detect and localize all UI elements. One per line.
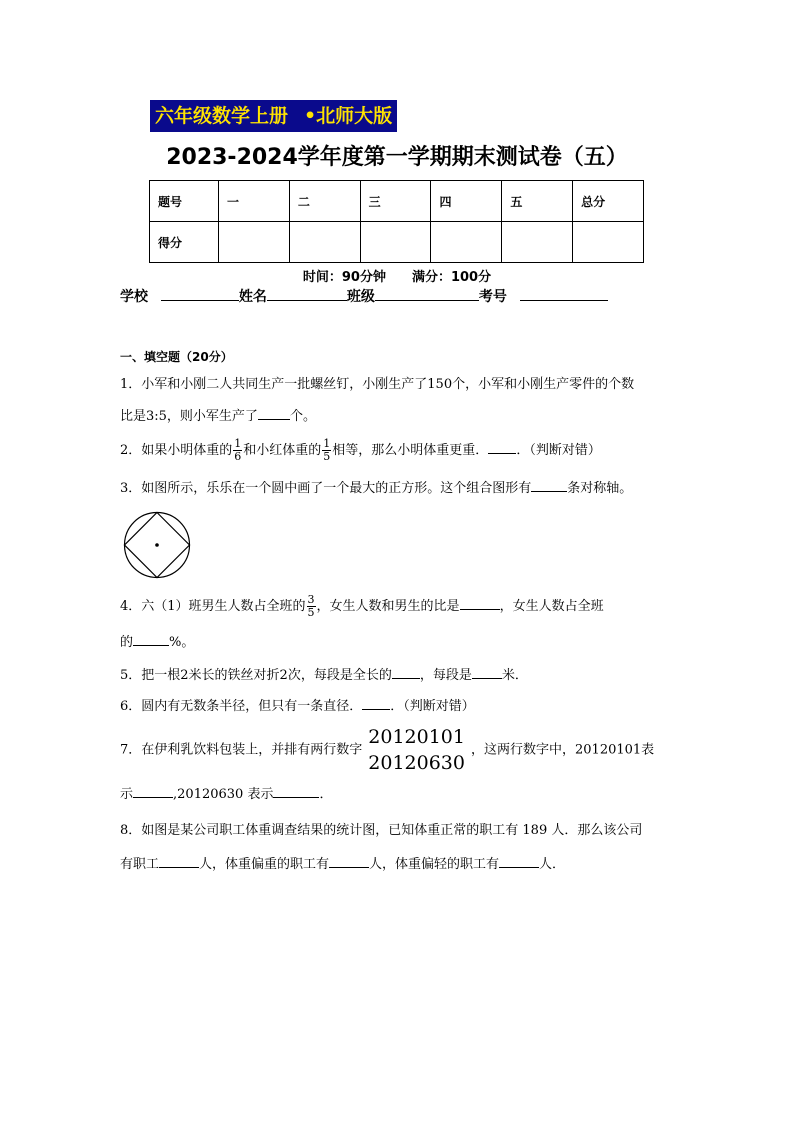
question-1 xyxy=(120,370,680,432)
question-text: ，每段是 xyxy=(419,668,472,683)
fraction-one-fifth xyxy=(322,438,331,463)
question-text: 的 xyxy=(120,635,134,650)
score-cell[interactable] xyxy=(431,222,502,263)
question-5 xyxy=(120,661,680,691)
question-text: 人． xyxy=(539,857,566,872)
header-cell: 四 xyxy=(431,181,502,222)
question-text: 4．六（1）班男生人数占全班的 xyxy=(120,599,306,614)
question-text: %。 xyxy=(169,635,195,650)
class-blank[interactable] xyxy=(375,286,479,301)
question-3 xyxy=(120,474,680,504)
exam-info xyxy=(0,266,794,285)
answer-blank[interactable] xyxy=(258,407,290,420)
answer-blank[interactable] xyxy=(472,666,502,679)
school-label: 学校 xyxy=(120,289,148,305)
answer-blank[interactable] xyxy=(488,441,516,454)
question-text: 米． xyxy=(501,668,528,683)
banner-edition: •北师大版 xyxy=(304,105,393,127)
header-cell: 二 xyxy=(289,181,360,222)
number-blank[interactable] xyxy=(520,286,608,301)
question-text: ．（判断对错） xyxy=(390,699,475,714)
answer-blank[interactable] xyxy=(159,855,199,868)
question-text: 7．在伊利乳饮料包装上，并排有两行数字 xyxy=(120,742,363,758)
banner-grade: 六年级数学上册 xyxy=(155,105,289,127)
edition-banner xyxy=(150,100,397,132)
section-heading: 一、填空题（20分） xyxy=(120,350,233,364)
header-cell: 三 xyxy=(360,181,431,222)
score-cell[interactable] xyxy=(573,222,644,263)
exam-time: 时间：90分钟 xyxy=(302,270,386,285)
answer-blank[interactable] xyxy=(329,855,369,868)
question-text: 和小红体重的 xyxy=(243,443,322,458)
exam-full-score: 满分：100分 xyxy=(411,270,492,285)
date-stack xyxy=(368,724,465,776)
score-table-header-row xyxy=(150,181,644,222)
question-text: 6．圆内有无数条半径，但只有一条直径． xyxy=(120,699,363,714)
question-text: ．（判断对错） xyxy=(516,443,601,458)
fraction-denominator: 5 xyxy=(307,606,315,619)
figure-center-dot xyxy=(155,543,159,547)
score-cell[interactable] xyxy=(289,222,360,263)
question-text: ，这两行数字中，20120101表 xyxy=(471,742,655,758)
exam-title: 2023-2024学年度第一学期期末测试卷（五） xyxy=(166,145,628,170)
student-info xyxy=(120,286,608,306)
expiry-date: 20120630 xyxy=(368,752,465,774)
question-text: 8．如图是某公司职工体重调查结果的统计图，已知体重正常的职工有 189 人．那么该公司 xyxy=(120,823,643,838)
answer-blank[interactable] xyxy=(460,597,500,610)
question-text: 比是3:5，则小军生产了 xyxy=(120,409,258,424)
question-text: 3．如图所示，乐乐在一个圆中画了一个最大的正方形。这个组合图形有 xyxy=(120,481,532,496)
header-cell: 总分 xyxy=(573,181,644,222)
header-cell: 题号 xyxy=(150,181,219,222)
question-text: ，女生人数和男生的比是 xyxy=(316,599,460,614)
score-table xyxy=(149,180,644,263)
question-6 xyxy=(120,692,680,722)
question-text: 条对称轴。 xyxy=(567,481,633,496)
name-label: 姓名 xyxy=(238,289,267,305)
answer-blank[interactable] xyxy=(133,785,173,798)
fraction-one-sixth xyxy=(233,438,242,463)
question-4 xyxy=(120,592,680,658)
fraction-numerator: 1 xyxy=(234,437,242,450)
answer-blank[interactable] xyxy=(362,697,390,710)
question-7 xyxy=(120,724,680,810)
question-text: 个。 xyxy=(289,409,316,424)
score-cell[interactable] xyxy=(502,222,573,263)
score-cell[interactable] xyxy=(360,222,431,263)
header-cell: 一 xyxy=(219,181,290,222)
score-table-score-row xyxy=(150,222,644,263)
answer-blank[interactable] xyxy=(531,479,567,492)
name-blank[interactable] xyxy=(267,286,347,301)
question-text: 人，体重偏重的职工有 xyxy=(199,857,330,872)
question-text: 2．如果小明体重的 xyxy=(120,443,233,458)
question-8 xyxy=(120,816,680,880)
question-2 xyxy=(120,436,680,466)
fraction-denominator: 6 xyxy=(234,450,242,463)
fraction-numerator: 1 xyxy=(323,437,331,450)
fraction-three-fifths xyxy=(307,594,316,619)
question-text: 5．把一根2米长的铁丝对折2次，每段是全长的 xyxy=(120,668,392,683)
question-text: 人，体重偏轻的职工有 xyxy=(369,857,500,872)
question-text: ． xyxy=(319,787,333,802)
header-cell: 五 xyxy=(502,181,573,222)
question-text: ，女生人数占全班 xyxy=(499,599,604,614)
circle-square-figure xyxy=(122,510,192,580)
fraction-numerator: 3 xyxy=(307,593,315,606)
answer-blank[interactable] xyxy=(133,633,169,646)
row-label: 得分 xyxy=(150,222,219,263)
school-blank[interactable] xyxy=(161,286,239,301)
score-cell[interactable] xyxy=(219,222,290,263)
answer-blank[interactable] xyxy=(499,855,539,868)
question-text: 1．小军和小刚二人共同生产一批螺丝钉，小刚生产了150个，小军和小刚生产零件的个数 xyxy=(120,377,635,392)
answer-blank[interactable] xyxy=(392,666,420,679)
fraction-denominator: 5 xyxy=(323,450,331,463)
number-label: 考号 xyxy=(478,289,507,305)
class-label: 班级 xyxy=(346,289,375,305)
question-text: ,20120630 表示 xyxy=(173,787,274,802)
question-text: 示 xyxy=(120,787,134,802)
question-text: 有职工 xyxy=(120,857,160,872)
answer-blank[interactable] xyxy=(273,785,319,798)
question-text: 相等，那么小明体重更重． xyxy=(332,443,489,458)
production-date: 20120101 xyxy=(368,726,465,748)
